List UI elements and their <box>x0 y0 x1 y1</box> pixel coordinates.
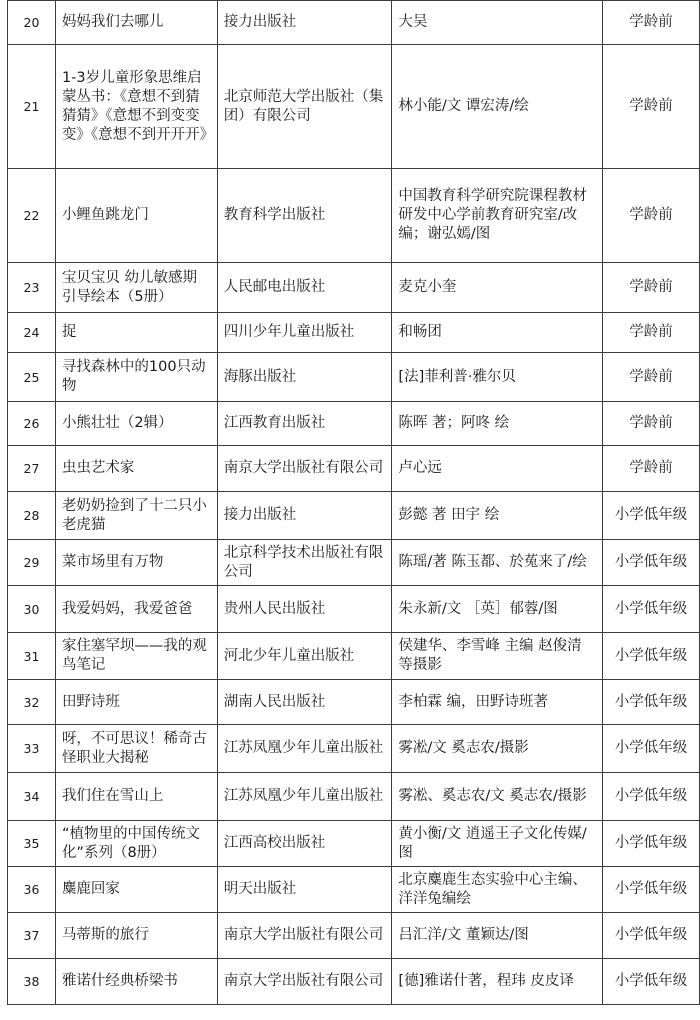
book-list-table <box>7 0 700 1005</box>
book-title: 捉 <box>55 313 217 353</box>
grade-level: 学龄前 <box>603 1 700 45</box>
book-title: 我爱妈妈，我爱爸爸 <box>55 586 217 633</box>
book-title: 宝贝宝贝 幼儿敏感期引导绘本（5册） <box>55 263 217 313</box>
table-row <box>8 1 700 45</box>
table-row <box>8 680 700 725</box>
row-number: 38 <box>8 959 56 1005</box>
table-row <box>8 821 700 867</box>
row-number: 27 <box>8 446 56 492</box>
grade-level: 小学低年级 <box>603 633 700 680</box>
publisher: 人民邮电出版社 <box>217 263 392 313</box>
row-number: 24 <box>8 313 56 353</box>
grade-level: 小学低年级 <box>603 821 700 867</box>
grade-level: 小学低年级 <box>603 586 700 633</box>
row-number: 28 <box>8 492 56 540</box>
author: 北京麋鹿生态实验中心主编、洋洋兔编绘 <box>392 867 603 913</box>
book-title: 小鲤鱼跳龙门 <box>55 169 217 263</box>
grade-level: 小学低年级 <box>603 680 700 725</box>
publisher: 江西高校出版社 <box>217 821 392 867</box>
book-title: 雅诺什经典桥梁书 <box>55 959 217 1005</box>
table-row <box>8 773 700 821</box>
author: 黄小衡/文 逍遥王子文化传媒/图 <box>392 821 603 867</box>
book-title: 1-3岁儿童形象思维启蒙丛书：《意想不到猜猜猜》《意想不到变变变》《意想不到开开开》 <box>55 45 217 169</box>
grade-level: 小学低年级 <box>603 773 700 821</box>
publisher: 教育科学出版社 <box>217 169 392 263</box>
grade-level: 小学低年级 <box>603 959 700 1005</box>
publisher: 海豚出版社 <box>217 353 392 402</box>
book-title: 呀，不可思议！稀奇古怪职业大揭秘 <box>55 725 217 773</box>
publisher: 四川少年儿童出版社 <box>217 313 392 353</box>
grade-level: 学龄前 <box>603 45 700 169</box>
author: 雾凇/文 奚志农/摄影 <box>392 725 603 773</box>
publisher: 明天出版社 <box>217 867 392 913</box>
row-number: 25 <box>8 353 56 402</box>
table-row <box>8 913 700 959</box>
author: [德]雅诺什著，程玮 皮皮译 <box>392 959 603 1005</box>
row-number: 32 <box>8 680 56 725</box>
author: 麦克小奎 <box>392 263 603 313</box>
table-row <box>8 586 700 633</box>
table-row <box>8 169 700 263</box>
grade-level: 小学低年级 <box>603 725 700 773</box>
table-row <box>8 725 700 773</box>
row-number: 22 <box>8 169 56 263</box>
grade-level: 学龄前 <box>603 313 700 353</box>
author: 陈晖 著；阿咚 绘 <box>392 402 603 446</box>
table-row <box>8 353 700 402</box>
row-number: 37 <box>8 913 56 959</box>
author: 中国教育科学研究院课程教材研发中心学前教育研究室/改编；谢弘嫣/图 <box>392 169 603 263</box>
publisher: 南京大学出版社有限公司 <box>217 959 392 1005</box>
table-row <box>8 402 700 446</box>
book-title: 田野诗班 <box>55 680 217 725</box>
grade-level: 小学低年级 <box>603 492 700 540</box>
book-title: 麋鹿回家 <box>55 867 217 913</box>
publisher: 河北少年儿童出版社 <box>217 633 392 680</box>
row-number: 33 <box>8 725 56 773</box>
author: 雾凇、奚志农/文 奚志农/摄影 <box>392 773 603 821</box>
grade-level: 小学低年级 <box>603 913 700 959</box>
publisher: 北京师范大学出版社（集团）有限公司 <box>217 45 392 169</box>
book-title: 马蒂斯的旅行 <box>55 913 217 959</box>
table-row <box>8 540 700 586</box>
table-row <box>8 492 700 540</box>
grade-level: 学龄前 <box>603 169 700 263</box>
author: 吕汇洋/文 董颖达/图 <box>392 913 603 959</box>
table-row <box>8 45 700 169</box>
grade-level: 学龄前 <box>603 263 700 313</box>
grade-level: 小学低年级 <box>603 540 700 586</box>
table-row <box>8 633 700 680</box>
publisher: 江苏凤凰少年儿童出版社 <box>217 773 392 821</box>
publisher: 接力出版社 <box>217 1 392 45</box>
table-row <box>8 959 700 1005</box>
publisher: 贵州人民出版社 <box>217 586 392 633</box>
author: 朱永新/文 ［英］郁蓉/图 <box>392 586 603 633</box>
book-title: 小熊壮壮（2辑） <box>55 402 217 446</box>
publisher: 南京大学出版社有限公司 <box>217 913 392 959</box>
author: 和畅团 <box>392 313 603 353</box>
row-number: 23 <box>8 263 56 313</box>
book-title: 妈妈我们去哪儿 <box>55 1 217 45</box>
table-row <box>8 867 700 913</box>
table-row <box>8 313 700 353</box>
row-number: 20 <box>8 1 56 45</box>
book-title: 菜市场里有万物 <box>55 540 217 586</box>
table-row <box>8 263 700 313</box>
publisher: 南京大学出版社有限公司 <box>217 446 392 492</box>
publisher: 接力出版社 <box>217 492 392 540</box>
grade-level: 学龄前 <box>603 446 700 492</box>
row-number: 21 <box>8 45 56 169</box>
author: 陈瑶/著 陈玉都、於菟来了/绘 <box>392 540 603 586</box>
author: 李柏霖 编，田野诗班著 <box>392 680 603 725</box>
grade-level: 学龄前 <box>603 402 700 446</box>
publisher: 江苏凤凰少年儿童出版社 <box>217 725 392 773</box>
book-title: 虫虫艺术家 <box>55 446 217 492</box>
publisher: 江西教育出版社 <box>217 402 392 446</box>
row-number: 36 <box>8 867 56 913</box>
book-title: 老奶奶捡到了十二只小老虎猫 <box>55 492 217 540</box>
row-number: 29 <box>8 540 56 586</box>
row-number: 30 <box>8 586 56 633</box>
publisher: 北京科学技术出版社有限公司 <box>217 540 392 586</box>
row-number: 34 <box>8 773 56 821</box>
grade-level: 小学低年级 <box>603 867 700 913</box>
grade-level: 学龄前 <box>603 353 700 402</box>
book-title: 家住塞罕坝——我的观鸟笔记 <box>55 633 217 680</box>
table-row <box>8 446 700 492</box>
author: 卢心远 <box>392 446 603 492</box>
row-number: 31 <box>8 633 56 680</box>
author: [法]菲利普·雅尔贝 <box>392 353 603 402</box>
author: 林小能/文 谭宏涛/绘 <box>392 45 603 169</box>
book-title: 我们住在雪山上 <box>55 773 217 821</box>
author: 大吴 <box>392 1 603 45</box>
row-number: 26 <box>8 402 56 446</box>
author: 彭懿 著 田宇 绘 <box>392 492 603 540</box>
book-title: “植物里的中国传统文化”系列（8册） <box>55 821 217 867</box>
author: 侯建华、李雪峰 主编 赵俊清等摄影 <box>392 633 603 680</box>
publisher: 湖南人民出版社 <box>217 680 392 725</box>
book-title: 寻找森林中的100只动物 <box>55 353 217 402</box>
row-number: 35 <box>8 821 56 867</box>
